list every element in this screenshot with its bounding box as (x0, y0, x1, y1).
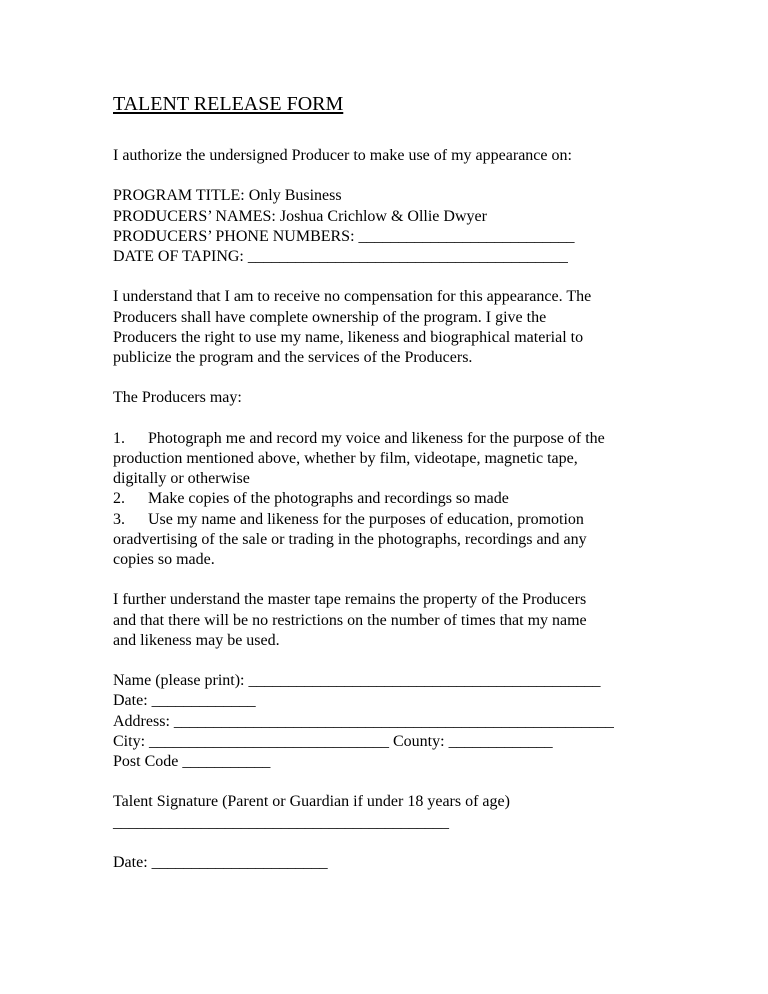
list-item (113, 510, 673, 530)
date-field[interactable]: Date: _____________ (113, 692, 256, 710)
producers-phone-field[interactable]: PRODUCERS’ PHONE NUMBERS: ___________________________ (113, 227, 575, 245)
talent-release-form (113, 92, 673, 873)
list-item (113, 429, 673, 449)
city-county-field[interactable]: City: ______________________________ County: _____________ (113, 732, 553, 750)
paragraph-line: Producers the right to use my name, likeness and biographical material to (113, 328, 584, 346)
date-of-taping-field[interactable]: DATE OF TAPING: ________________________________________ (113, 248, 568, 265)
list-item-continuation: production mentioned above, whether by film, videotape, magnetic tape, (113, 449, 578, 467)
list-item-text: Use my name and likeness for the purposes of education, promotion (148, 510, 584, 528)
paragraph-line: I further understand the master tape remains the property of the Producers (113, 591, 587, 609)
list-item-number: 3. (113, 510, 125, 528)
paragraph-line: I understand that I am to receive no compensation for this appearance. The (113, 288, 592, 306)
program-title-line: PROGRAM TITLE: Only Business (113, 187, 342, 205)
final-date-field[interactable]: Date: ______________________ (113, 853, 328, 871)
paragraph-line: and likeness may be used. (113, 631, 280, 649)
list-item-number: 2. (113, 490, 125, 508)
personal-details-fields (113, 671, 673, 772)
compensation-paragraph (113, 287, 673, 368)
permissions-list (113, 429, 673, 570)
address-field[interactable]: Address: _______________________________________________________ (113, 712, 614, 730)
list-item-text: Make copies of the photographs and recordings so made (148, 490, 509, 508)
signature-label: Talent Signature (Parent or Guardian if under 18 years of age) (113, 793, 510, 811)
form-title: TALENT RELEASE FORM (113, 93, 344, 115)
producers-names-line: PRODUCERS’ NAMES: Joshua Crichlow & Ollie Dwyer (113, 207, 487, 225)
signature-field[interactable]: __________________________________________ (113, 813, 449, 831)
program-details (113, 186, 673, 267)
list-item (113, 489, 673, 509)
list-item-continuation: digitally or otherwise (113, 470, 250, 488)
signature-section (113, 792, 673, 832)
master-tape-paragraph (113, 590, 673, 651)
producers-may-heading: The Producers may: (113, 389, 242, 407)
list-item-continuation: copies so made. (113, 551, 215, 568)
name-field[interactable]: Name (please print): ____________________________________________ (113, 672, 601, 690)
list-item-text: Photograph me and record my voice and likeness for the purpose of the (148, 429, 605, 447)
paragraph-line: Producers shall have complete ownership of the program. I give the (113, 308, 547, 326)
post-code-field[interactable]: Post Code ___________ (113, 753, 271, 770)
paragraph-line: and that there will be no restrictions on the number of times that my name (113, 611, 587, 629)
intro-text: I authorize the undersigned Producer to make use of my appearance on: (113, 147, 572, 164)
list-item-number: 1. (113, 429, 125, 447)
paragraph-line: publicize the program and the services of the Producers. (113, 349, 473, 366)
list-item-continuation: oradvertising of the sale or trading in the photographs, recordings and any (113, 530, 587, 548)
